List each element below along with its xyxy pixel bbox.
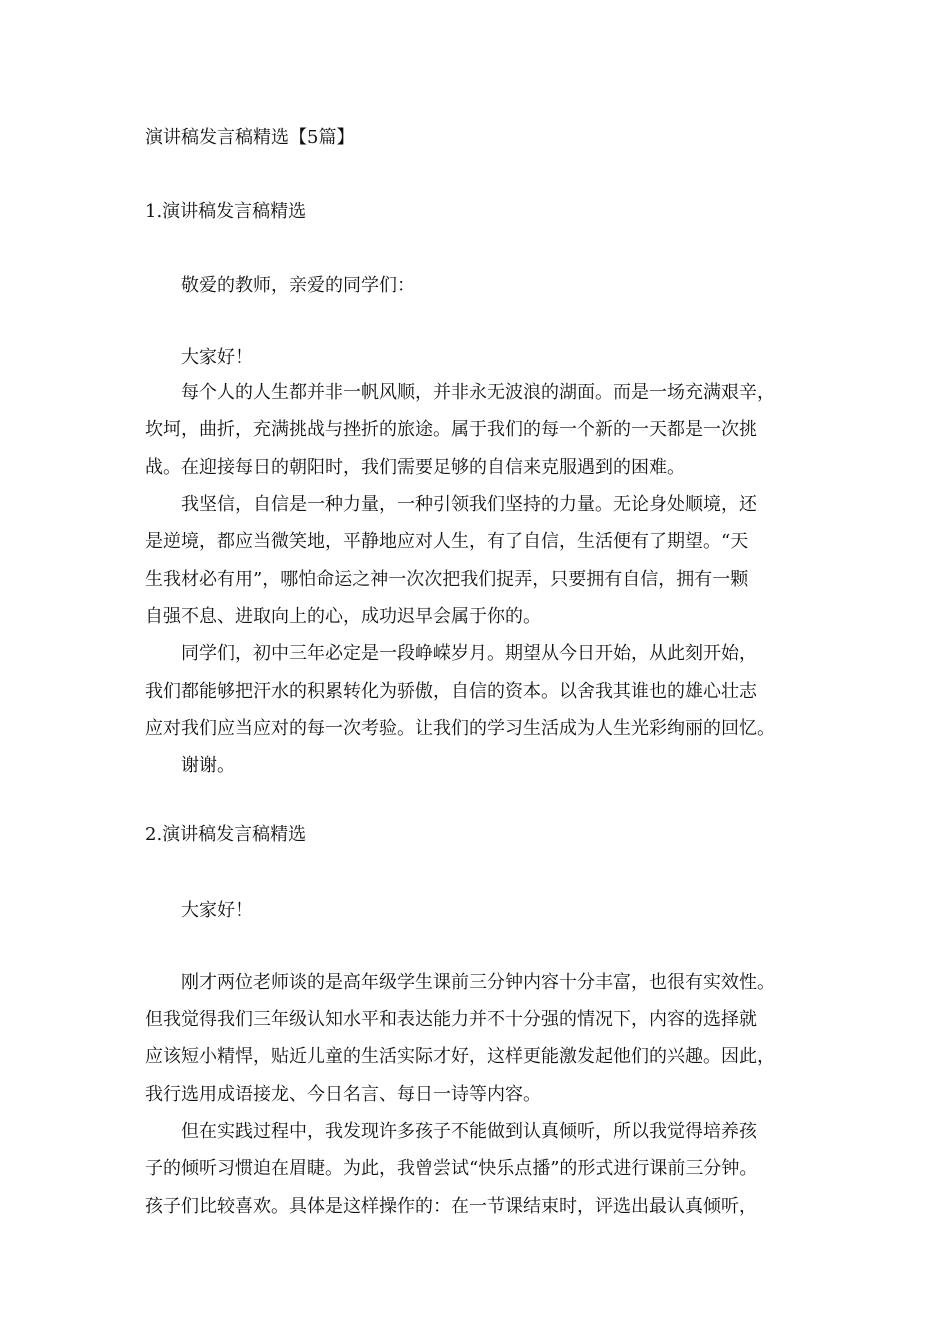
- section-2-paragraph-1-line-3: 应该短小精悍，贴近儿童的生活实际才好，这样更能激发起他们的兴趣。因此，: [145, 1046, 775, 1067]
- section-2-heading: 2.演讲稿发言稿精选: [145, 824, 307, 845]
- section-1-closing: 谢谢。: [181, 755, 235, 776]
- section-1-paragraph-3-line-1: 同学们，初中三年必定是一段峥嵘岁月。期望从今日开始，从此刻开始，: [181, 643, 757, 664]
- section-1-paragraph-1-line-2: 坎坷，曲折，充满挑战与挫折的旅途。属于我们的每一个新的一天都是一次挑: [145, 419, 757, 440]
- section-2-paragraph-1-line-4: 我行选用成语接龙、今日名言、每日一诗等内容。: [145, 1084, 541, 1105]
- section-2-paragraph-2-line-3: 孩子们比较喜欢。具体是这样操作的：在一节课结束时，评选出最认真倾听，: [145, 1196, 757, 1217]
- document-title: 演讲稿发言稿精选【5篇】: [145, 127, 355, 148]
- section-1-paragraph-2-line-1: 我坚信，自信是一种力量，一种引领我们坚持的力量。无论身处顺境，还: [181, 494, 757, 515]
- section-1-greeting: 大家好！: [181, 347, 253, 368]
- section-1-paragraph-1-line-1: 每个人的人生都并非一帆风顺，并非永无波浪的湖面。而是一场充满艰辛，: [181, 382, 775, 403]
- section-1-paragraph-3-line-2: 我们都能够把汗水的积累转化为骄傲，自信的资本。以舍我其谁也的雄心壮志: [145, 681, 757, 702]
- section-2-paragraph-1-line-2: 但我觉得我们三年级认知水平和表达能力并不十分强的情况下，内容的选择就: [145, 1009, 757, 1030]
- section-2-greeting: 大家好！: [181, 900, 253, 921]
- section-2-paragraph-2-line-2: 子的倾听习惯迫在眉睫。为此，我曾尝试“快乐点播”的形式进行课前三分钟。: [145, 1158, 758, 1179]
- section-1-paragraph-2-line-3: 生我材必有用”，哪怕命运之神一次次把我们捉弄，只要拥有自信，拥有一颗: [145, 569, 749, 590]
- section-1-salutation: 敬爱的教师，亲爱的同学们：: [181, 275, 415, 296]
- section-1-paragraph-1-line-3: 战。在迎接每日的朝阳时，我们需要足够的自信来克服遇到的困难。: [145, 457, 685, 478]
- section-1-heading: 1.演讲稿发言稿精选: [145, 201, 307, 222]
- section-1-paragraph-3-line-3: 应对我们应当应对的每一次考验。让我们的学习生活成为人生光彩绚丽的回忆。: [145, 718, 775, 739]
- section-2-paragraph-1-line-1: 刚才两位老师谈的是高年级学生课前三分钟内容十分丰富，也很有实效性。: [181, 972, 775, 993]
- section-2-paragraph-2-line-1: 但在实践过程中，我发现许多孩子不能做到认真倾听，所以我觉得培养孩: [181, 1121, 757, 1142]
- section-1-paragraph-2-line-2: 是逆境，都应当微笑地，平静地应对人生，有了自信，生活便有了期望。“天: [145, 531, 749, 552]
- section-1-paragraph-2-line-4: 自强不息、进取向上的心，成功迟早会属于你的。: [145, 606, 541, 627]
